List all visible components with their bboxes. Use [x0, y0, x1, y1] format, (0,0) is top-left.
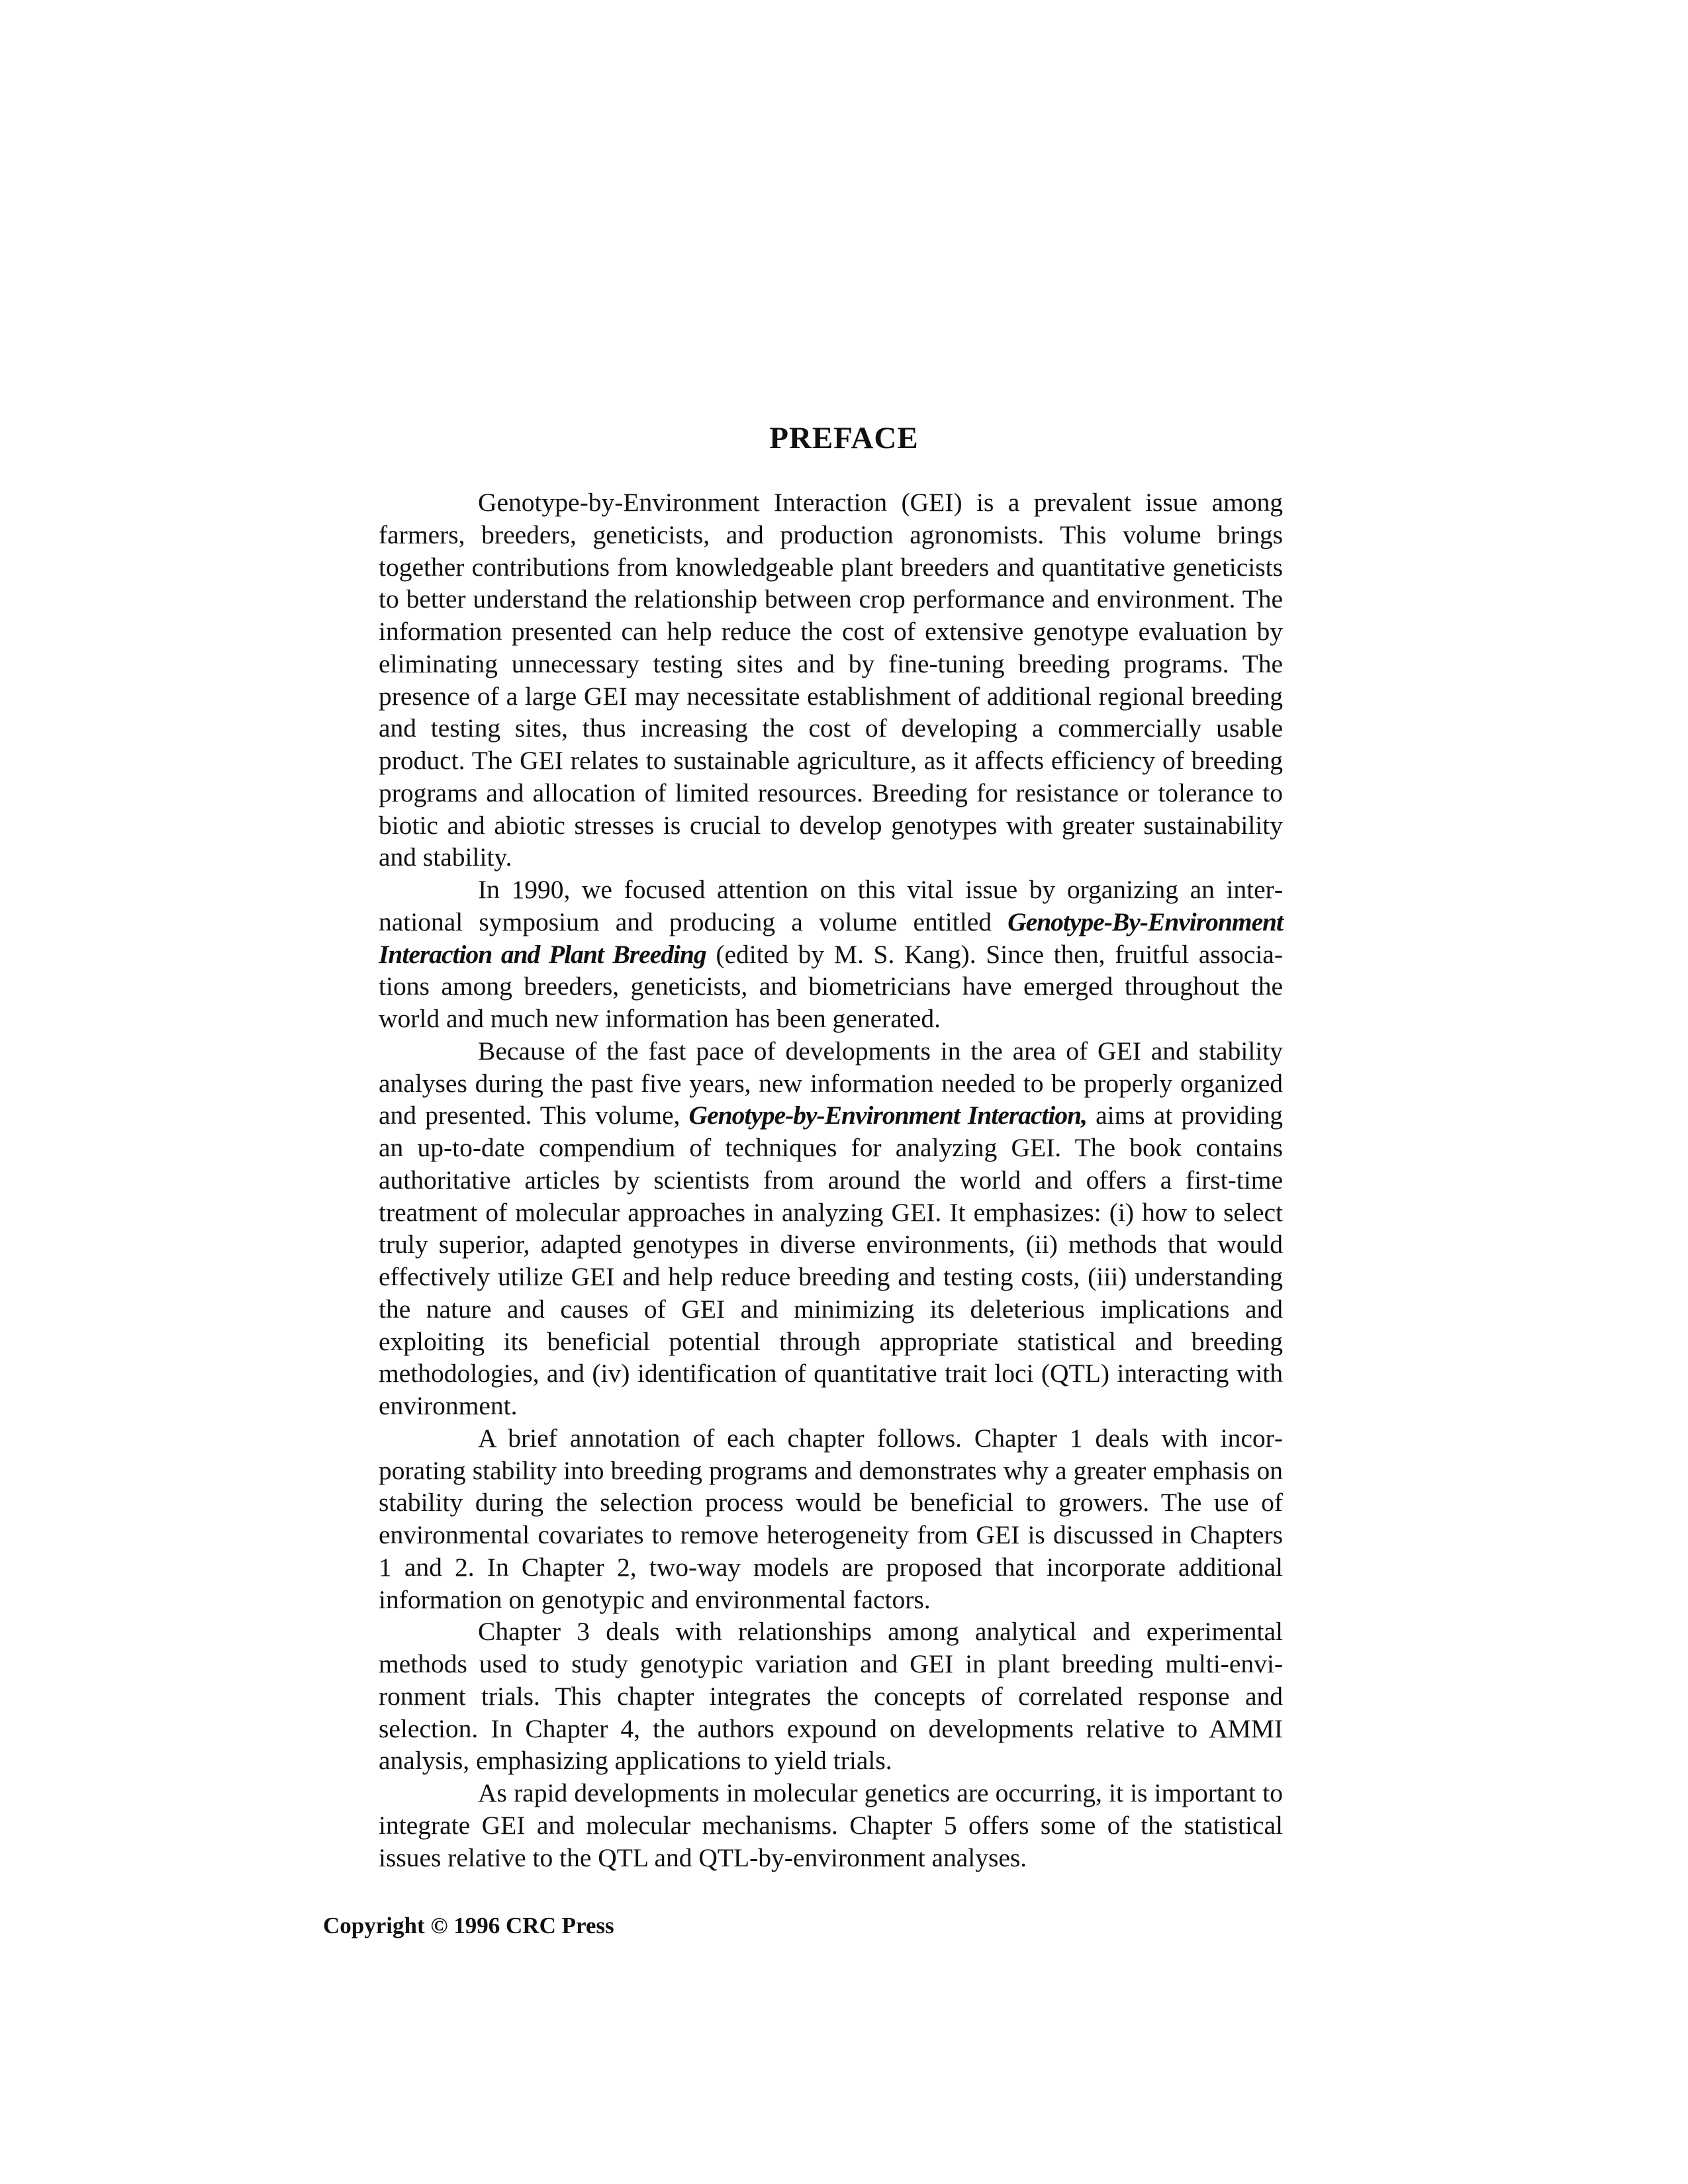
paragraph-text: A brief annotation of each chapter follows. Chapter 1 deals with incorporating stability into breeding programs and demonstrates why a greater emphasis on stability during the selection process would be beneficial to growers. The use of environmental covariates to remove heterogeneity from GEI is discussed in Chapters 1 and 2. In Chapter 2, two-way models are proposed that incorporate additional information on genotypic and environmental factors. [379, 1423, 1283, 1614]
paragraph-2 [379, 874, 1283, 1035]
paragraph-3 [379, 1035, 1283, 1422]
paragraph-text: Chapter 3 deals with relationships among analytical and experimental methods used to study genotypic variation and GEI in plant breeding multi-environment trials. This chapter integrates the concepts of correlated response and selection. In Chapter 4, the authors expound on developments relative to AMMI analysis, emphasizing applications to yield trials. [379, 1617, 1283, 1776]
paragraph-4 [379, 1422, 1283, 1616]
paragraph-text: aims at providing an up-to-date compendium of techniques for analyzing GEI. The book contains authoritative articles by scientists from around the world and offers a first-time treatment of molecular approaches in analyzing GEI. It emphasizes: (i) how to select truly superior, adapted genotypes in diverse environments, (ii) methods that would effectively utilize GEI and help reduce breeding and testing costs, (iii) understanding the nature and causes of GEI and minimizing its deleterious implications and exploiting its beneficial potential through appropriate statistical and breeding methodologies, and (iv) identification of quantitative trait loci (QTL) interacting with environment. [379, 1101, 1283, 1420]
paragraph-5 [379, 1615, 1283, 1777]
paragraph-text: Because of the fast pace of developments in the area of GEI and stability analyses during the past five years, new information needed to be properly organized and presented. This volume, [379, 1036, 1283, 1130]
paragraph-text: As rapid developments in molecular genetics are occurring, it is important to integrate GEI and molecular mechanisms. Chapter 5 offers some of the statistical issues relative to the QTL and QTL-by-environment analyses. [379, 1778, 1283, 1872]
paragraph-1 [379, 486, 1283, 874]
page-title: PREFACE [769, 421, 919, 455]
book-title-gei: Genotype-by-Environment Interaction, [688, 1101, 1087, 1130]
copyright-notice: Copyright © 1996 CRC Press [323, 1913, 614, 1938]
paragraph-text: Genotype-by-Environment Interaction (GEI) is a prevalent issue among farmers, breeders, geneticists, and production agronomists. This volume brings together contributions from knowledgeable plant breeders and quantitative geneticists to better understand the relationship between crop performance and environment. The information presented can help reduce the cost of extensive genotype evaluation by eliminating unnecessary testing sites and by fine-tuning breeding programs. The presence of a large GEI may necessitate establishment of additional regional breeding and testing sites, thus increasing the cost of developing a commercially usable product. The GEI relates to sustainable agriculture, as it affects efficiency of breeding programs and allocation of limited resources. Breeding for resistance or tolerance to biotic and abiotic stresses is crucial to develop genotypes with greater sustainability and stability. [379, 488, 1283, 872]
book-title-gei-plant-breeding: Genotype-By-Environment Interaction and Plant Breeding [379, 907, 1283, 969]
preface-body [379, 486, 1283, 1874]
paragraph-text: In 1990, we focused attention on this vital issue by organizing an international symposium and producing a volume entitled [379, 875, 1283, 936]
paragraph-6 [379, 1777, 1283, 1874]
paragraph-text: (edited by M. S. Kang). Since then, fruitful associations among breeders, geneticists, and biometricians have emerged throughout the world and much new information has been generated. [379, 939, 1283, 1033]
